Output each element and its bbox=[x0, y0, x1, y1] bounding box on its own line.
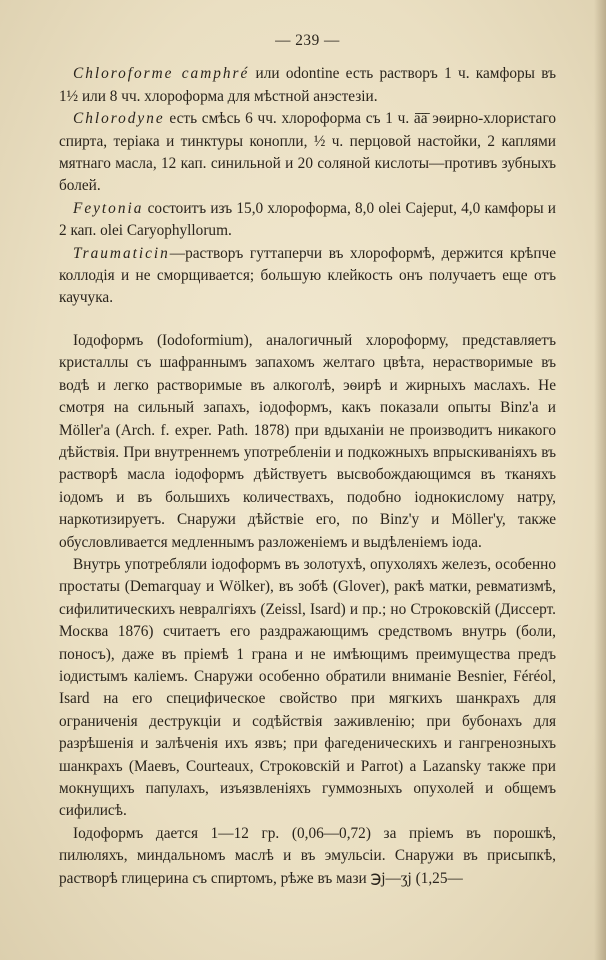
paragraph-iodoform-properties: Іодоформъ (Iodoformium), аналогичный хлороформу, представляетъ кристаллы съ шафраннымъ запахомъ желтаго цвѣта, нерастворимые въ водѣ и легко растворимые въ алкоголѣ, эѳирѣ и жирныхъ маслахъ. Не смотря на сильный запахъ, іодоформъ, какъ показали опыты Binz'а и Möller'а (Arch. f. exper. Path. 1878) при вдыханіи не производитъ никакого дѣйствія. При внутреннемъ употребленіи и подкожныхъ впрыскиваніяхъ въ растворѣ масла іодоформъ дѣйствуетъ высвобождающимся въ тканяхъ іодомъ и въ большихъ количествахъ, подобно іоднокислому натру, наркотизируетъ. Снаружи дѣйствіе его, по Binz'у и Möller'у, также обусловливается медленнымъ разложеніемъ и выдѣленіемъ іода. bbox=[59, 331, 556, 551]
term-chloroforme-camphre: Chloroforme camphré bbox=[73, 65, 250, 83]
text-traumaticin: —растворъ гуттаперчи въ хлороформѣ, держится крѣпче коллодія и не сморщивается; большую клейкость онъ получаетъ еще отъ каучука. bbox=[59, 244, 556, 307]
paragraph-iodoform-dosage: Іодоформъ дается 1—12 гр. (0,06—0,72) за пріемъ въ порошкѣ, пилюляхъ, миндальномъ маслѣ и въ эмульсіи. Снаружи въ присыпкѣ, растворѣ глицерина съ спиртомъ, рѣже въ мази ℈j—ʒj (1,25— bbox=[59, 824, 556, 887]
page-edge-shadow bbox=[594, 0, 606, 960]
term-chlorodyne: Chlorodyne bbox=[73, 110, 165, 128]
paragraph-iodoform-uses: Внутрь употребляли іодоформъ въ золотухѣ, опухоляхъ железъ, особенно простаты (Demarquay и Wölker), въ зобѣ (Glover), ракѣ матки, ревматизмѣ, сифилитическихъ невралгіяхъ (Zeissl, Isard) и пр.; но Строковскій (Диссерт. Москва 1876) считаетъ его раздражающимъ средствомъ внутрь (боли, поносъ), даже въ пріемѣ 1 грана и не имѣющимъ преимущества предъ іодистымъ каліемъ. Снаружи особенно обратили вниманіе Besnier, Féréol, Isard на его специфическое свойство при мягкихъ шанкрахъ для ограниченія деструкціи и содѣйствія заживленію; при бубонахъ для разрѣшенія и залѣченія ихъ язвъ; при фагеденическихъ и гангренозныхъ шанкрахъ (Маевъ, Courteaux, Строковскій и Parrot) а Lazansky также при мокнущихъ папулахъ, изъязвленіяхъ гуммозныхъ опухолей и общемъ сифилисѣ. bbox=[59, 555, 557, 820]
page-number: — 239 — bbox=[275, 32, 340, 49]
text-chloroforme-camphre: или odontine есть растворъ 1 ч. камфоры въ 1½ или 8 чч. хлороформа для мѣстной анэстезіи. bbox=[59, 65, 556, 105]
term-feytonia: Feytonia bbox=[73, 199, 144, 217]
term-traumaticin: Traumaticin bbox=[73, 244, 170, 262]
text-feytonia: состоитъ изъ 15,0 хлороформа, 8,0 olei Cajeput, 4,0 камфоры и 2 кап. olei Caryophyllorum. bbox=[59, 199, 556, 240]
paragraph-traumaticin bbox=[59, 243, 556, 310]
page-content bbox=[59, 30, 556, 890]
text-chlorodyne: есть смѣсь 6 чч. хлороформа съ 1 ч. ā̄ā̄ эѳирно-хлористаго спирта, теріака и тинктуры конопли, ½ ч. перцовой настойки, 2 каплями мятнаго масла, 12 кап. синильной и 20 соляной кислоты—противъ зубныхъ болей. bbox=[59, 110, 556, 195]
paragraph-chlorodyne bbox=[59, 108, 556, 198]
section-gap bbox=[59, 310, 556, 330]
paragraph-feytonia bbox=[59, 198, 556, 243]
paragraph-chloroforme-camphre bbox=[59, 63, 556, 108]
